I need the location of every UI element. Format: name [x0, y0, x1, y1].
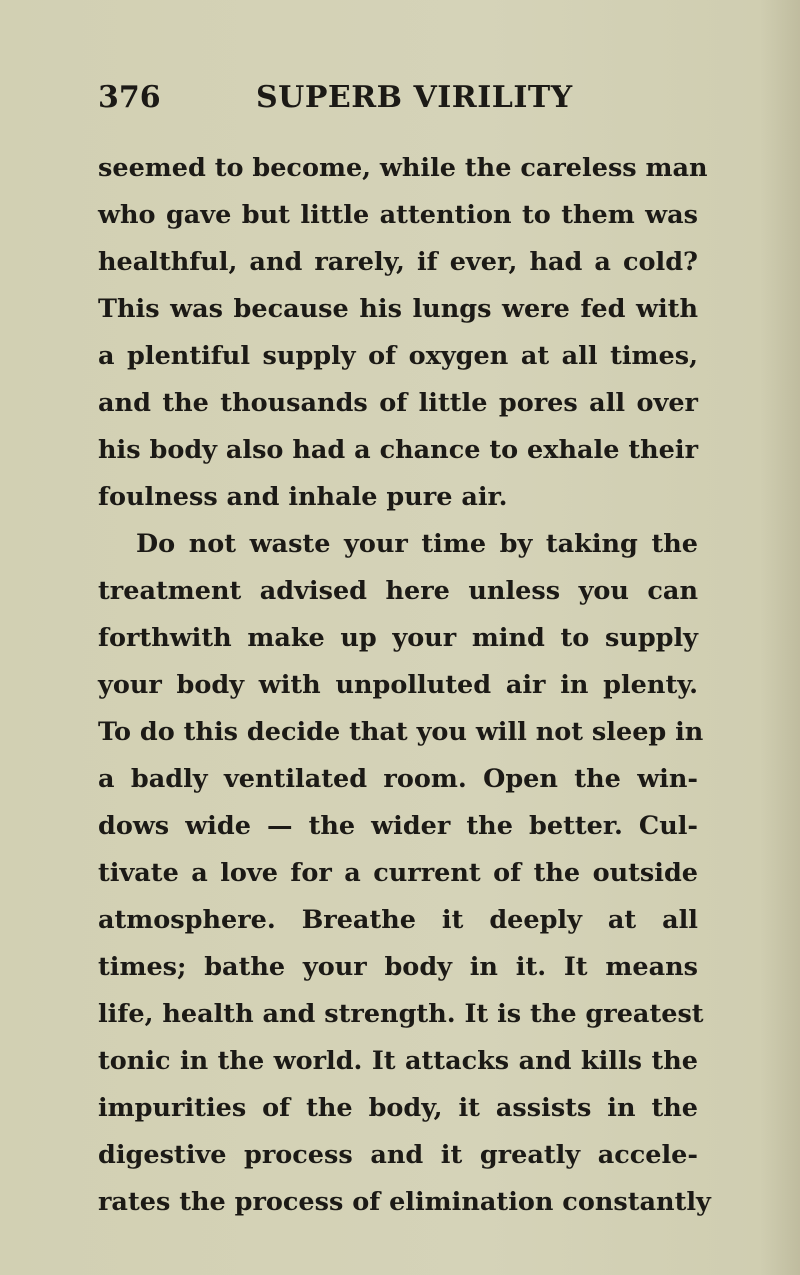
text-line: a plentiful supply of oxygen at all times, — [98, 341, 698, 371]
text-line: To do this decide that you will not sleep in — [98, 717, 704, 747]
text-line: Do not waste your time by taking the — [136, 529, 698, 559]
text-line: atmosphere. Breathe it deeply at all — [98, 905, 698, 935]
text-line: forthwith make up your mind to supply — [98, 623, 698, 653]
page-number: 376 — [98, 80, 161, 115]
text-line: his body also had a chance to exhale their — [98, 435, 698, 465]
text-line: tivate a love for a current of the outside — [98, 858, 698, 888]
text-line: rates the process of elimination constantly — [98, 1187, 711, 1217]
text-line: impurities of the body, it assists in the — [98, 1093, 698, 1123]
text-line: seemed to become, while the careless man — [98, 153, 708, 183]
page-edge-shadow — [760, 0, 800, 1275]
page-header — [98, 78, 718, 118]
running-head: SUPERB VIRILITY — [256, 80, 573, 115]
text-line: healthful, and rarely, if ever, had a cold? — [98, 247, 698, 277]
text-line: and the thousands of little pores all over — [98, 388, 698, 418]
text-line: your body with unpolluted air in plenty. — [98, 670, 698, 700]
text-line: dows wide — the wider the better. Cul- — [98, 811, 698, 841]
body-text — [98, 145, 711, 1226]
text-line: foulness and inhale pure air. — [98, 482, 508, 512]
text-line: times; bathe your body in it. It means — [98, 952, 698, 982]
text-line: tonic in the world. It attacks and kills the — [98, 1046, 698, 1076]
text-line: who gave but little attention to them was — [98, 200, 698, 230]
text-line: a badly ventilated room. Open the win- — [98, 764, 698, 794]
text-line: This was because his lungs were fed with — [98, 294, 698, 324]
text-line: digestive process and it greatly accele- — [98, 1140, 698, 1170]
text-line: treatment advised here unless you can — [98, 576, 698, 606]
text-line: life, health and strength. It is the greatest — [98, 999, 704, 1029]
